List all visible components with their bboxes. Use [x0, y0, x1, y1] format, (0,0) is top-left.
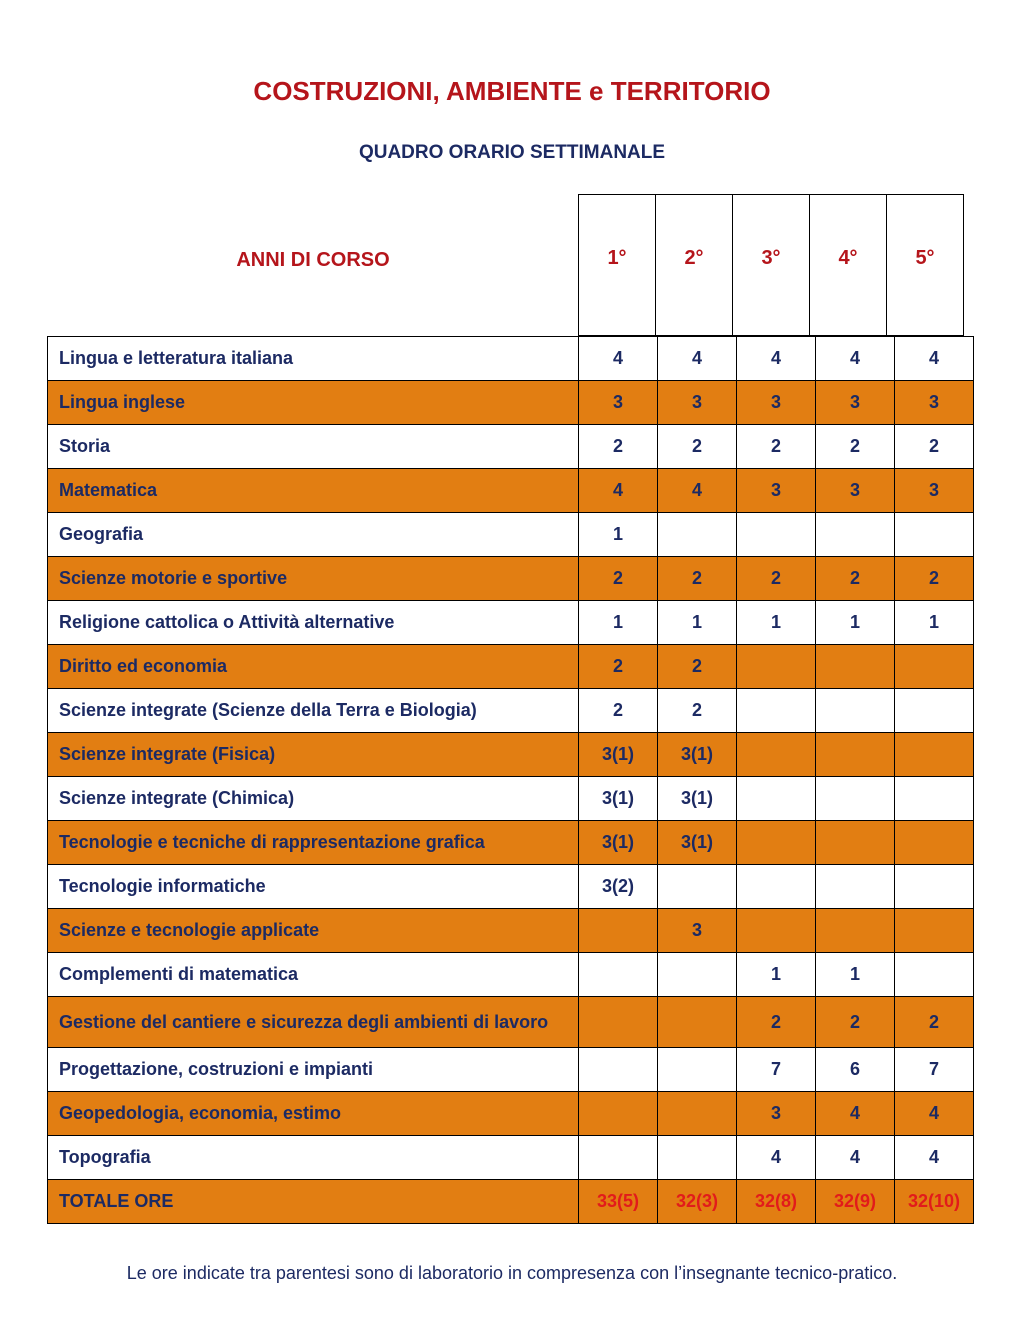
subject-cell: Geografia: [48, 513, 579, 557]
hours-cell: 1: [895, 601, 974, 645]
hours-cell: 3: [895, 381, 974, 425]
hours-cell: [658, 997, 737, 1048]
table-row: [48, 469, 974, 513]
table-row: [48, 1048, 974, 1092]
hours-cell: [816, 909, 895, 953]
hours-cell: 2: [816, 997, 895, 1048]
subject-cell: Lingua inglese: [48, 381, 579, 425]
table-row: [48, 689, 974, 733]
hours-cell: 3: [737, 469, 816, 513]
hours-cell: [816, 689, 895, 733]
hours-cell: 2: [895, 557, 974, 601]
hours-cell: 2: [895, 425, 974, 469]
hours-cell: [579, 1092, 658, 1136]
hours-cell: [737, 777, 816, 821]
hours-cell: 2: [579, 689, 658, 733]
subject-cell: Scienze motorie e sportive: [48, 557, 579, 601]
table-row: [48, 733, 974, 777]
page-subtitle: QUADRO ORARIO SETTIMANALE: [358, 142, 666, 163]
years-header-table: [578, 194, 964, 336]
years-header-label: ANNI DI CORSO: [236, 249, 390, 271]
hours-cell: [658, 513, 737, 557]
hours-cell: [579, 1136, 658, 1180]
year-header-5: 5°: [887, 195, 964, 336]
hours-cell: 2: [658, 425, 737, 469]
hours-cell: [737, 689, 816, 733]
subject-cell: Matematica: [48, 469, 579, 513]
table-row: [48, 381, 974, 425]
hours-cell: [658, 1048, 737, 1092]
hours-cell: 1: [816, 601, 895, 645]
hours-cell: 3(1): [658, 733, 737, 777]
hours-cell: [895, 909, 974, 953]
hours-cell: [895, 777, 974, 821]
subject-cell: Storia: [48, 425, 579, 469]
table-row: [48, 953, 974, 997]
hours-cell: 6: [816, 1048, 895, 1092]
hours-cell: 7: [737, 1048, 816, 1092]
table-row: [48, 645, 974, 689]
table-row: [48, 513, 974, 557]
hours-cell: 4: [737, 337, 816, 381]
hours-cell: 3(1): [579, 821, 658, 865]
hours-cell: 3: [658, 909, 737, 953]
table-row: [48, 1092, 974, 1136]
table-row: [48, 821, 974, 865]
hours-cell: 2: [579, 645, 658, 689]
subject-cell: Gestione del cantiere e sicurezza degli ambienti di lavoro: [48, 997, 579, 1048]
total-hours-cell: 33(5): [579, 1180, 658, 1224]
hours-cell: 3: [816, 381, 895, 425]
hours-cell: [658, 953, 737, 997]
year-header-3: 3°: [733, 195, 810, 336]
hours-cell: 4: [658, 337, 737, 381]
total-hours-cell: 32(3): [658, 1180, 737, 1224]
page-title: COSTRUZIONI, AMBIENTE e TERRITORIO: [253, 76, 771, 106]
hours-cell: 3(1): [658, 777, 737, 821]
table-row: [48, 557, 974, 601]
hours-cell: 3(1): [579, 777, 658, 821]
hours-cell: 1: [737, 601, 816, 645]
hours-cell: [737, 733, 816, 777]
hours-cell: 2: [816, 557, 895, 601]
hours-cell: [895, 865, 974, 909]
hours-cell: [737, 909, 816, 953]
hours-cell: [816, 513, 895, 557]
subject-cell: Scienze e tecnologie applicate: [48, 909, 579, 953]
hours-cell: 4: [579, 469, 658, 513]
table-row: [48, 337, 974, 381]
hours-cell: 3: [895, 469, 974, 513]
table-row: [48, 909, 974, 953]
hours-cell: 2: [658, 557, 737, 601]
hours-cell: [737, 513, 816, 557]
year-header-1: 1°: [579, 195, 656, 336]
hours-cell: [737, 645, 816, 689]
hours-cell: 3: [737, 1092, 816, 1136]
hours-cell: 3: [737, 381, 816, 425]
hours-cell: 1: [658, 601, 737, 645]
year-header-2: 2°: [656, 195, 733, 336]
hours-cell: 4: [737, 1136, 816, 1180]
table-row: [48, 777, 974, 821]
subject-cell: Diritto ed economia: [48, 645, 579, 689]
hours-cell: 2: [737, 997, 816, 1048]
hours-cell: 2: [579, 425, 658, 469]
hours-cell: 2: [895, 997, 974, 1048]
hours-cell: 1: [579, 513, 658, 557]
hours-cell: [895, 513, 974, 557]
subject-cell: Religione cattolica o Attività alternative: [48, 601, 579, 645]
subject-cell: Tecnologie e tecniche di rappresentazione grafica: [48, 821, 579, 865]
subject-cell: Geopedologia, economia, estimo: [48, 1092, 579, 1136]
hours-cell: [579, 909, 658, 953]
subject-cell: Topografia: [48, 1136, 579, 1180]
subject-cell: Progettazione, costruzioni e impianti: [48, 1048, 579, 1092]
hours-cell: 3: [658, 381, 737, 425]
hours-cell: 1: [737, 953, 816, 997]
subject-cell: Scienze integrate (Scienze della Terra e Biologia): [48, 689, 579, 733]
hours-cell: [816, 865, 895, 909]
subject-cell: Scienze integrate (Chimica): [48, 777, 579, 821]
hours-cell: 4: [579, 337, 658, 381]
hours-cell: [816, 777, 895, 821]
hours-cell: 4: [895, 337, 974, 381]
hours-cell: 3: [579, 381, 658, 425]
total-label: TOTALE ORE: [48, 1180, 579, 1224]
hours-cell: 1: [816, 953, 895, 997]
hours-cell: 2: [737, 425, 816, 469]
timetable-body: [48, 337, 974, 1224]
hours-cell: [737, 821, 816, 865]
table-row: [48, 1136, 974, 1180]
years-header-row: [579, 195, 964, 336]
footnote: Le ore indicate tra parentesi sono di laboratorio in compresenza con l’insegnante tecnico-pratico.: [126, 1263, 898, 1283]
hours-cell: 4: [658, 469, 737, 513]
hours-cell: 3(1): [579, 733, 658, 777]
table-row: [48, 865, 974, 909]
subject-cell: Tecnologie informatiche: [48, 865, 579, 909]
hours-cell: [658, 865, 737, 909]
hours-cell: [658, 1136, 737, 1180]
hours-cell: 2: [816, 425, 895, 469]
table-row: [48, 425, 974, 469]
table-row: [48, 997, 974, 1048]
hours-cell: 3(2): [579, 865, 658, 909]
hours-cell: [579, 953, 658, 997]
hours-cell: [579, 1048, 658, 1092]
hours-cell: [816, 733, 895, 777]
hours-cell: [816, 821, 895, 865]
hours-cell: 4: [895, 1136, 974, 1180]
hours-cell: [895, 733, 974, 777]
timetable: [47, 336, 974, 1224]
hours-cell: 4: [895, 1092, 974, 1136]
hours-cell: 2: [658, 689, 737, 733]
hours-cell: 2: [658, 645, 737, 689]
subject-cell: Complementi di matematica: [48, 953, 579, 997]
hours-cell: 1: [579, 601, 658, 645]
hours-cell: [816, 645, 895, 689]
total-row: [48, 1180, 974, 1224]
hours-cell: 3: [816, 469, 895, 513]
subject-cell: Scienze integrate (Fisica): [48, 733, 579, 777]
hours-cell: [895, 645, 974, 689]
hours-cell: [895, 689, 974, 733]
total-hours-cell: 32(9): [816, 1180, 895, 1224]
hours-cell: [579, 997, 658, 1048]
hours-cell: 4: [816, 1136, 895, 1180]
hours-cell: [658, 1092, 737, 1136]
hours-cell: 2: [737, 557, 816, 601]
total-hours-cell: 32(10): [895, 1180, 974, 1224]
hours-cell: [895, 953, 974, 997]
table-row: [48, 601, 974, 645]
hours-cell: 3(1): [658, 821, 737, 865]
hours-cell: 7: [895, 1048, 974, 1092]
hours-cell: 4: [816, 1092, 895, 1136]
year-header-4: 4°: [810, 195, 887, 336]
hours-cell: [737, 865, 816, 909]
hours-cell: 4: [816, 337, 895, 381]
total-hours-cell: 32(8): [737, 1180, 816, 1224]
subject-cell: Lingua e letteratura italiana: [48, 337, 579, 381]
hours-cell: 2: [579, 557, 658, 601]
hours-cell: [895, 821, 974, 865]
